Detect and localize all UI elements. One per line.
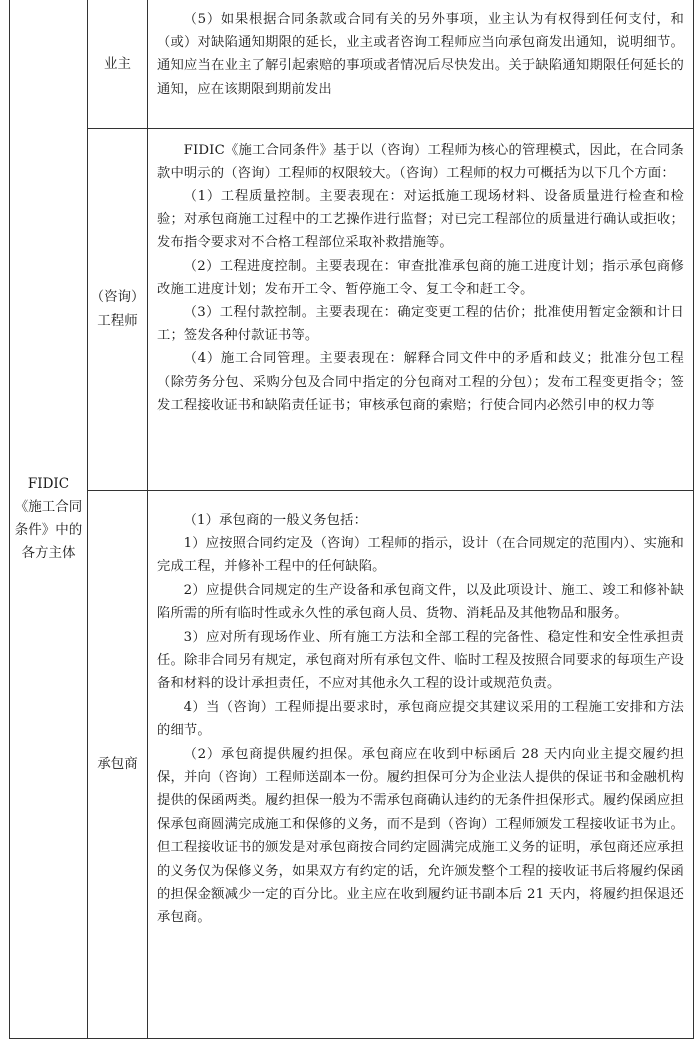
role-label: 业主 <box>104 55 131 72</box>
paragraph: 4）当（咨询）工程师提出要求时，承包商应提交其建议采用的工程施工安排和方法的细节。 <box>157 699 684 739</box>
paragraph: （4）施工合同管理。主要表现在：解释合同文件中的矛盾和歧义；批准分包工程（除劳务分包、采购分包及合同中指定的分包商对工程的分包）；发布工程变更指令；签发工程接收证书和缺陷责任证书；审核承包商的索赔；行使合同内必然引申的权力等 <box>157 351 684 413</box>
paragraph: 1）应按照合同约定及（咨询）工程师的指示，设计（在合同规定的范围内）、实施和完成工程，并修补工程中的任何缺陷。 <box>157 535 684 575</box>
content-cell-owner <box>148 0 694 128</box>
paragraph: （1）承包商的一般义务包括： <box>183 512 368 528</box>
main-subject-line: 各方主体 <box>21 544 76 561</box>
role-cell-owner <box>88 0 148 128</box>
paragraph: （2）工程进度控制。主要表现在：审查批准承包商的施工进度计划；指示承包商修改施工进度计划；发布开工令、暂停施工令、复工令和赶工令。 <box>157 258 684 297</box>
paragraph: （2）承包商提供履约担保。承包商应在收到中标函后 28 天内向业主提交履约担保，并向（咨询）工程师送副本一份。履约担保可分为企业法人提供的保证书和金融机构提供的保函两类。履约担保一般为不需承包商确认违约的无条件担保形式。履约保函应担保承包商圆满完成施工和保修的义务，而不是到（咨询）工程师颁发工程接收证书为止。但工程接收证书的颁发是对承包商按合同约定圆满完成施工义务的证明，承包商还应承担的义务仅为保修义务，如果双方有约定的话，允许颁发整个工程的接收证书后将履约保函的担保金额减少一定的百分比。业主应在收到履约证书副本后 21 天内，将履约担保退还承包商。 <box>157 746 684 926</box>
table-row-owner <box>10 0 694 128</box>
paragraph: 3）应对所有现场作业、所有施工方法和全部工程的完备性、稳定性和安全性承担责任。除非合同另有规定，承包商对所有承包文件、临时工程及按照合同要求的每项生产设备和材料的设计承担责任，不应对其他永久工程的设计或规范负责。 <box>157 629 684 692</box>
main-subject-line: 《施工合同 <box>14 498 83 515</box>
role-label: 工程师 <box>97 313 138 329</box>
paragraph: FIDIC《施工合同条件》基于以（咨询）工程师为核心的管理模式，因此，在合同条款中明示的（咨询）工程师的权限较大。（咨询）工程师的权力可概括为以下几个方面： <box>157 142 684 181</box>
main-subject-line: FIDIC <box>27 475 70 492</box>
fidic-parties-table <box>9 0 694 1039</box>
table-row-contractor <box>10 490 694 1038</box>
table-row-engineer <box>10 128 694 490</box>
role-label: 承包商 <box>97 756 138 772</box>
content-cell-engineer <box>148 128 694 490</box>
role-cell-contractor <box>88 490 148 1038</box>
main-subject-cell <box>10 0 88 1038</box>
paragraph: 2）应提供合同规定的生产设备和承包商文件，以及此项设计、施工、竣工和修补缺陷所需的所有临时性或永久性的承包商人员、货物、消耗品及其他物品和服务。 <box>157 582 684 622</box>
paragraph: （3）工程付款控制。主要表现在：确定变更工程的估价；批准使用暂定金额和计日工；签发各种付款证书等。 <box>157 304 684 344</box>
paragraph: （5）如果根据合同条款或合同有关的另外事项，业主认为有权得到任何支付，和（或）对缺陷通知期限的延长，业主或者咨询工程师应当向承包商发出通知，说明细节。通知应当在业主了解引起索赔的事项或者情况后尽快发出。关于缺陷通知期限任何延长的通知，应在该期限到期前发出 <box>157 12 684 97</box>
main-subject-line: 条件》中的 <box>14 521 83 538</box>
role-label: （咨询） <box>90 289 145 305</box>
content-cell-contractor <box>148 490 694 1038</box>
paragraph: （1）工程质量控制。主要表现在：对运抵施工现场材料、设备质量进行检查和检验；对承包商施工过程中的工艺操作进行监督；对已完工程部位的质量进行确认或拒收；发布指令要求对不合格工程部位采取补救措施等。 <box>157 188 684 251</box>
role-cell-engineer <box>88 128 148 490</box>
